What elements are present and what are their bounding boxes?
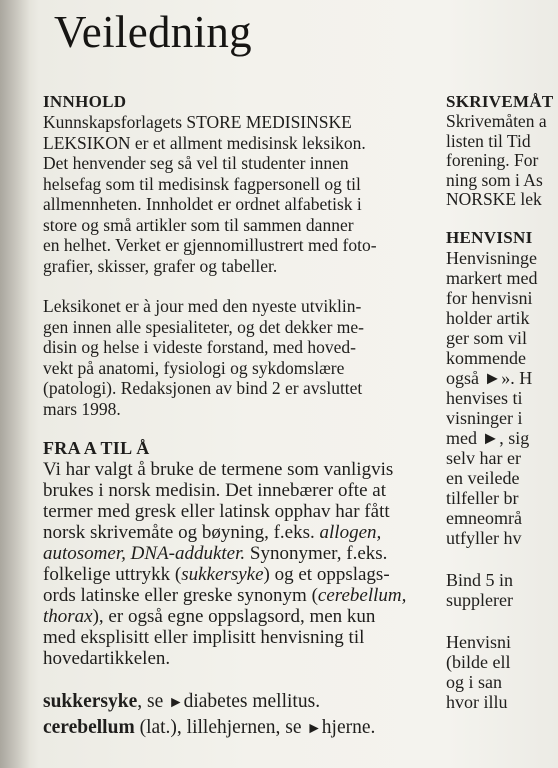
text-line: Henvisni: [446, 631, 511, 652]
text-line: Kunnskapsforlagets STORE MEDISINSKE: [43, 112, 352, 132]
reference-target: hjerne.: [321, 717, 376, 738]
italic-term: thorax: [43, 606, 93, 627]
text-line: holder artik: [446, 307, 530, 328]
italic-term: cerebellum,: [317, 585, 407, 606]
text-line: Det henvender seg så vel til studenter innen: [43, 153, 349, 173]
text-run: ) og et oppslags-: [263, 564, 390, 585]
text-line: med eksplisitt eller implisitt henvisning til: [43, 627, 365, 648]
text-line: tilfeller br: [446, 487, 519, 508]
italic-term: sukkersyke: [181, 564, 264, 585]
text-line: Bind 5 in: [446, 569, 514, 590]
entry-term: cerebellum: [43, 717, 135, 738]
text-line: en veilede: [446, 467, 520, 488]
text-line: kommende: [446, 347, 526, 368]
text-line: for henvisni: [446, 287, 533, 308]
text-line: ning som i As: [446, 169, 543, 190]
innhold-paragraph-1: [43, 112, 459, 276]
text-line: NORSKE lek: [446, 189, 542, 209]
text-line: store og små artikler som til sammen danner: [43, 214, 354, 235]
skrivemate-paragraph: [446, 112, 558, 210]
text-line: Leksikonet er à jour med den nyeste utviklin-: [43, 296, 362, 316]
page-title: Veiledning: [54, 7, 252, 57]
text-line: Vi har valgt å bruke de termene som vanligvis: [43, 459, 394, 480]
text-line: [43, 585, 459, 606]
left-column: [43, 92, 459, 741]
text-line: helsefag som til medisinsk fagpersonell og til: [43, 173, 361, 194]
text-line: disin og helse i videste forstand, med hoved-: [43, 337, 356, 357]
text-line: supplerer: [446, 589, 513, 610]
text-line: listen til Tid: [446, 130, 531, 151]
henvisninger-paragraph: [446, 248, 558, 548]
text-run: Synonymer, f.eks.: [245, 543, 388, 564]
text-line: også ►». H: [446, 367, 533, 388]
example-entry-sukkersyke: [43, 689, 459, 715]
reference-target: diabetes mellitus.: [183, 691, 321, 712]
text-line: henvises ti: [446, 387, 523, 408]
text-run: folkelige uttrykk (: [43, 564, 182, 585]
example-entries: [43, 689, 459, 741]
text-line: [43, 543, 459, 564]
fra-a-til-a-paragraph: [43, 459, 459, 669]
skrivemate-heading: SKRIVEMÅT: [446, 92, 554, 111]
text-line: vekt på anatomi, fysiologi og sykdomslære: [43, 357, 345, 378]
text-run: ords latinske eller greske synonym (: [43, 585, 318, 606]
text-line: mars 1998.: [43, 398, 121, 419]
italic-term: allogen,: [319, 522, 382, 543]
innhold-paragraph-2: [43, 296, 459, 419]
text-line: ger som vil: [446, 327, 527, 348]
text-line: med ►, sig: [446, 427, 530, 448]
text-line: hovedartikkelen.: [43, 648, 171, 669]
text-run: norsk skrivemåte og bøyning, f.eks.: [43, 522, 320, 543]
innhold-heading: INNHOLD: [43, 92, 127, 111]
text-run: (lat.), lillehjernen, se: [134, 717, 307, 738]
book-gutter-shadow: [0, 0, 30, 768]
text-line: en helhet. Verket er gjennomillustrert med foto-: [43, 235, 377, 255]
henvisninger-heading: HENVISNI: [446, 227, 533, 247]
text-line: allmennheten. Innholdet er ordnet alfabetisk i: [43, 194, 362, 214]
text-line: [43, 564, 459, 585]
reference-arrow-icon: ►: [306, 720, 322, 737]
text-line: utfyller hv: [446, 527, 522, 548]
text-line: [43, 522, 459, 543]
text-line: selv har er: [446, 447, 521, 468]
text-line: hvor illu: [446, 691, 508, 712]
text-line: Skrivemåten a: [446, 111, 547, 131]
text-line: brukes i norsk medisin. Det innebærer ofte at: [43, 480, 386, 501]
bind-5-paragraph: [446, 570, 558, 610]
text-line: visninger i: [446, 407, 523, 428]
text-line: og i san: [446, 671, 502, 692]
text-line: markert med: [446, 267, 538, 288]
text-line: gen innen alle spesialiteter, og det dekker me-: [43, 316, 364, 337]
text-line: forening. For: [446, 150, 539, 170]
text-line: Henvisninge: [446, 247, 537, 268]
right-column: [446, 92, 558, 712]
text-line: [43, 606, 459, 627]
italic-term: autosomer, DNA-addukter.: [43, 543, 246, 564]
fra-a-til-a-heading: FRA A TIL Å: [43, 438, 150, 458]
text-line: grafier, skisser, grafer og tabeller.: [43, 255, 278, 276]
text-line: LEKSIKON er et allment medisinsk leksikon.: [43, 132, 366, 153]
text-run: ), er også egne oppslagsord, men kun: [92, 606, 376, 627]
text-line: emneområ: [446, 507, 522, 528]
text-line: termer med gresk eller latinsk opphav har fått: [43, 501, 390, 522]
text-line: (patologi). Redaksjonen av bind 2 er avsluttet: [43, 378, 363, 398]
henvisninger-bilde-paragraph: [446, 632, 558, 712]
example-entry-cerebellum: [43, 715, 459, 741]
reference-arrow-icon: ►: [168, 694, 184, 711]
text-line: (bilde ell: [446, 651, 511, 672]
text-run: , se: [137, 691, 169, 712]
entry-term: sukkersyke: [43, 691, 138, 712]
